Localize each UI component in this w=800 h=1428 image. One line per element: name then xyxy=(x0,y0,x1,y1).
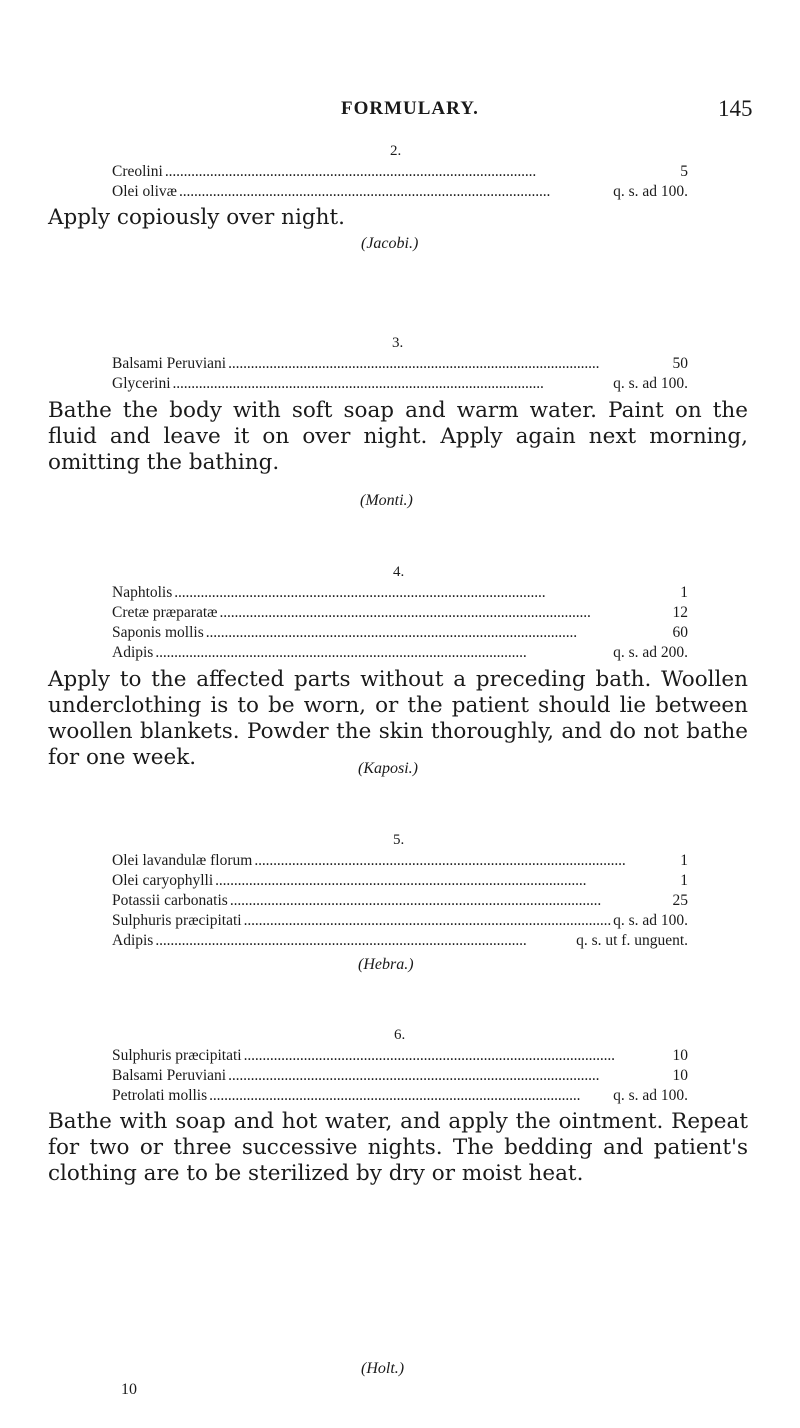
formula-number: 4. xyxy=(393,564,405,580)
ingredient-row xyxy=(112,1087,688,1107)
ingredient-qty: q. s. ad 100. xyxy=(613,375,688,392)
formula-author: (Holt.) xyxy=(361,1360,405,1377)
ingredient-row xyxy=(112,1047,688,1067)
signature-mark: 10 xyxy=(121,1381,137,1398)
leader-dots xyxy=(244,1047,671,1065)
ingredient-row xyxy=(112,355,688,375)
leader-dots xyxy=(228,1067,670,1085)
ingredient-qty: 1 xyxy=(680,584,688,601)
ingredient-name: Petrolati mollis xyxy=(112,1087,208,1104)
ingredient-qty: q. s. ad 100. xyxy=(613,912,688,929)
ingredient-name: Olei olivæ xyxy=(112,183,178,200)
ingredient-qty: 10 xyxy=(672,1047,688,1064)
ingredient-name: Creolini xyxy=(112,163,163,180)
formula-number: 2. xyxy=(390,143,402,159)
ingredient-name: Naphtolis xyxy=(112,584,173,601)
ingredient-name: Sulphuris præcipitati xyxy=(112,912,242,929)
ingredient-qty: q. s. ad 100. xyxy=(613,183,688,200)
leader-dots xyxy=(155,644,611,662)
formula-number: 6. xyxy=(394,1027,406,1043)
ingredient-row xyxy=(112,892,688,912)
ingredient-qty: 1 xyxy=(680,852,688,869)
leader-dots xyxy=(174,584,678,602)
ingredient-row xyxy=(112,852,688,872)
ingredient-row xyxy=(112,912,688,932)
leader-dots xyxy=(173,375,612,393)
ingredient-qty: 50 xyxy=(672,355,688,372)
ingredient-row xyxy=(112,932,688,952)
page-number: 145 xyxy=(718,96,753,121)
ingredient-row xyxy=(112,1067,688,1087)
leader-dots xyxy=(165,163,678,181)
ingredient-qty: q. s. ad 200. xyxy=(613,644,688,661)
formula-number: 3. xyxy=(392,335,404,351)
ingredient-name: Glycerini xyxy=(112,375,171,392)
leader-dots xyxy=(219,604,670,622)
ingredient-row xyxy=(112,604,688,624)
formula-instructions: Bathe the body with soft soap and warm water. Paint on the fluid and leave it on over night. Apply again next morning, omitting the bathing. xyxy=(48,398,748,475)
ingredient-row xyxy=(112,375,688,395)
ingredient-row xyxy=(112,183,688,203)
leader-dots xyxy=(254,852,678,870)
leader-dots xyxy=(215,872,678,890)
ingredient-qty: 1 xyxy=(680,872,688,889)
leader-dots xyxy=(244,912,611,930)
ingredient-qty: 12 xyxy=(672,604,688,621)
ingredient-row xyxy=(112,584,688,604)
ingredient-qty: q. s. ad 100. xyxy=(613,1087,688,1104)
ingredient-row xyxy=(112,872,688,892)
ingredient-name: Potassii carbonatis xyxy=(112,892,228,909)
formula-instructions: Apply copiously over night. xyxy=(48,205,345,230)
ingredient-name: Balsami Peruviani xyxy=(112,355,227,372)
ingredient-name: Adipis xyxy=(112,644,154,661)
leader-dots xyxy=(155,932,574,950)
formula-author: (Hebra.) xyxy=(358,956,414,973)
ingredient-row xyxy=(112,163,688,183)
ingredient-row xyxy=(112,624,688,644)
formula-number: 5. xyxy=(393,832,405,848)
ingredient-name: Saponis mollis xyxy=(112,624,204,641)
ingredient-name: Balsami Peruviani xyxy=(112,1067,227,1084)
ingredient-qty: 10 xyxy=(672,1067,688,1084)
ingredient-qty: 60 xyxy=(672,624,688,641)
page-header xyxy=(0,98,800,128)
ingredient-name: Cretæ præparatæ xyxy=(112,604,218,621)
formula-instructions: Apply to the affected parts without a preceding bath. Woollen underclothing is to be worn, or the patient should lie between woollen blankets. Powder the skin thoroughly, and do not bathe for one week. xyxy=(48,667,748,770)
formula-author: (Jacobi.) xyxy=(361,235,419,252)
ingredient-qty: 25 xyxy=(672,892,688,909)
leader-dots xyxy=(206,624,671,642)
leader-dots xyxy=(179,183,611,201)
running-title: FORMULARY. xyxy=(341,98,479,119)
ingredient-qty: 5 xyxy=(680,163,688,180)
formula-author: (Monti.) xyxy=(360,492,413,509)
formula-instructions: Bathe with soap and hot water, and apply the ointment. Repeat for two or three successive nights. The bedding and patient's clothing are to be sterilized by dry or moist heat. xyxy=(48,1109,748,1186)
ingredient-name: Adipis xyxy=(112,932,154,949)
formula-author: (Kaposi.) xyxy=(358,760,418,777)
ingredient-row xyxy=(112,644,688,664)
ingredient-name: Olei lavandulæ florum xyxy=(112,852,253,869)
leader-dots xyxy=(209,1087,611,1105)
ingredient-name: Sulphuris præcipitati xyxy=(112,1047,242,1064)
ingredient-qty: q. s. ut f. unguent. xyxy=(576,932,688,949)
leader-dots xyxy=(228,355,670,373)
ingredient-name: Olei caryophylli xyxy=(112,872,214,889)
leader-dots xyxy=(230,892,671,910)
